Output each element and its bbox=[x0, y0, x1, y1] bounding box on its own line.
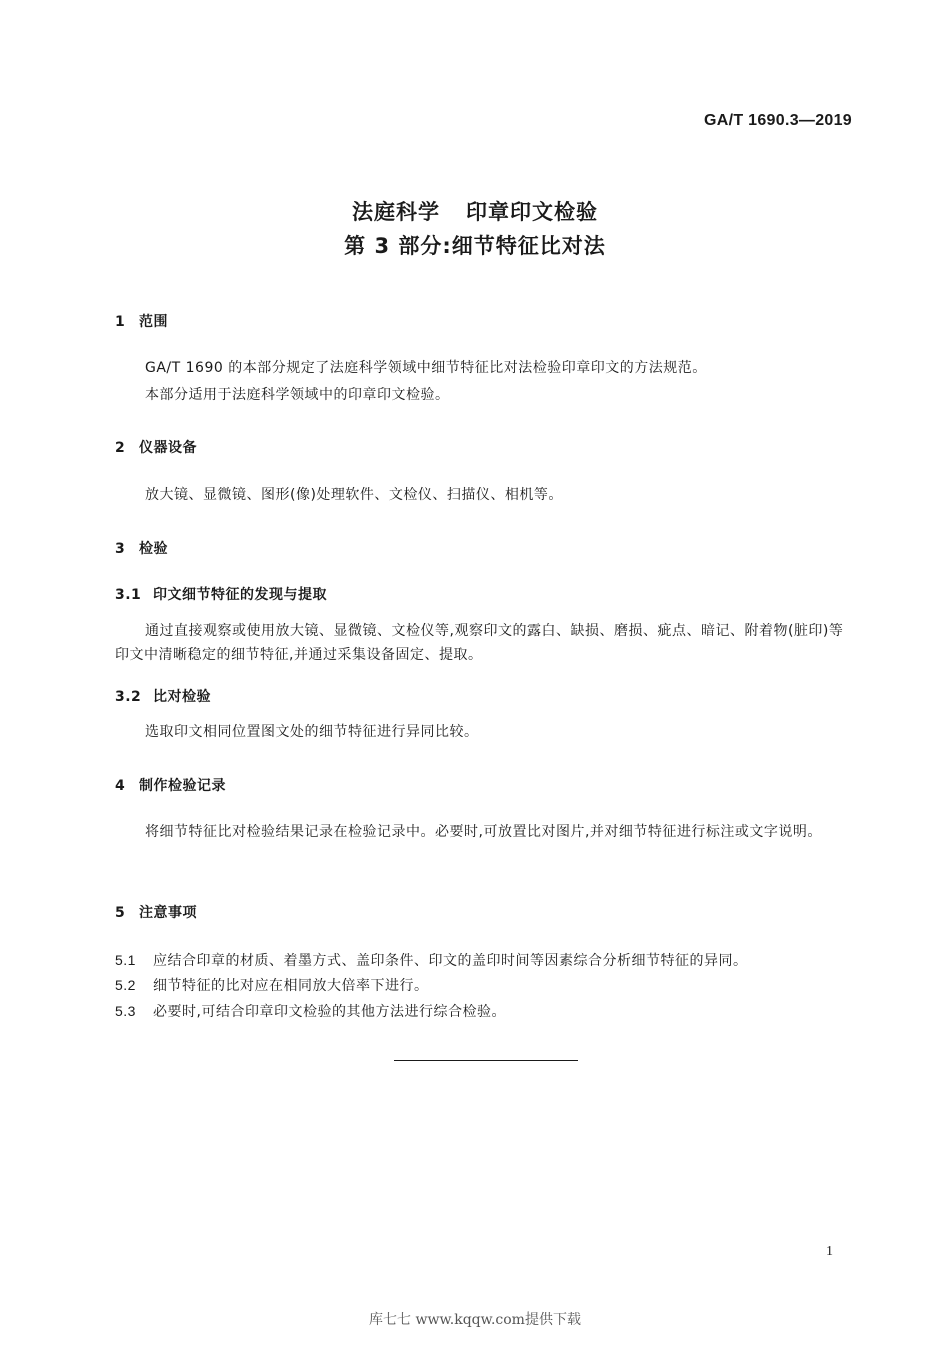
section-1-heading bbox=[115, 311, 168, 331]
section-2-heading bbox=[115, 437, 197, 457]
section-number: 5 bbox=[115, 905, 126, 921]
list-item-5-2 bbox=[115, 975, 429, 995]
section-2-paragraph: 放大镜、显微镜、图形(像)处理软件、文检仪、扫描仪、相机等。 bbox=[145, 487, 563, 503]
section-1-paragraph-2: 本部分适用于法庭科学领域中的印章印文检验。 bbox=[145, 387, 450, 403]
section-number: 4 bbox=[115, 778, 126, 794]
page-number: 1 bbox=[826, 1244, 833, 1259]
subsection-3-2-heading bbox=[115, 686, 211, 706]
list-item-5-1 bbox=[115, 950, 748, 970]
subsection-3-1-paragraph: 通过直接观察或使用放大镜、显微镜、文检仪等,观察印文的露白、缺损、磨损、疵点、暗记、附着物(脏印)等印文中清晰稳定的细节特征,并通过采集设备固定、提取。 bbox=[115, 623, 844, 663]
section-number: 1 bbox=[115, 314, 126, 330]
section-number: 2 bbox=[115, 440, 126, 456]
end-of-document-rule bbox=[394, 1060, 578, 1061]
subsection-title: 印文细节特征的发现与提取 bbox=[153, 587, 327, 603]
section-4-heading bbox=[115, 775, 226, 795]
section-1-paragraph-1: GA/T 1690 的本部分规定了法庭科学领域中细节特征比对法检验印章印文的方法规范。 bbox=[145, 360, 707, 376]
standard-code: GA/T 1690.3—2019 bbox=[704, 112, 852, 129]
subsection-title: 比对检验 bbox=[153, 689, 211, 705]
item-text: 细节特征的比对应在相同放大倍率下进行。 bbox=[153, 978, 429, 994]
document-title-line1 bbox=[0, 196, 950, 226]
item-number: 5.2 bbox=[115, 977, 136, 993]
section-4-paragraph: 将细节特征比对检验结果记录在检验记录中。必要时,可放置比对图片,并对细节特征进行标注或文字说明。 bbox=[145, 824, 822, 840]
section-title: 范围 bbox=[139, 314, 168, 330]
item-text: 必要时,可结合印章印文检验的其他方法进行综合检验。 bbox=[153, 1004, 506, 1020]
section-5-heading bbox=[115, 902, 197, 922]
subsection-3-2-paragraph: 选取印文相同位置图文处的细节特征进行异同比较。 bbox=[145, 724, 479, 740]
section-title: 制作检验记录 bbox=[139, 778, 226, 794]
document-title-line2: 第 3 部分:细节特征比对法 bbox=[344, 234, 606, 258]
item-number: 5.1 bbox=[115, 952, 136, 968]
title-part-left: 法庭科学 bbox=[352, 200, 440, 224]
section-title: 仪器设备 bbox=[139, 440, 197, 456]
section-number: 3 bbox=[115, 541, 126, 557]
download-footer: 库七七 www.kqqw.com提供下载 bbox=[369, 1312, 581, 1328]
title-part-right: 印章印文检验 bbox=[466, 200, 598, 224]
item-text: 应结合印章的材质、着墨方式、盖印条件、印文的盖印时间等因素综合分析细节特征的异同。 bbox=[153, 953, 748, 969]
subsection-3-1-heading bbox=[115, 584, 327, 604]
section-3-heading bbox=[115, 538, 168, 558]
subsection-number: 3.1 bbox=[115, 587, 142, 603]
section-title: 检验 bbox=[139, 541, 168, 557]
section-title: 注意事项 bbox=[139, 905, 197, 921]
item-number: 5.3 bbox=[115, 1003, 136, 1019]
subsection-number: 3.2 bbox=[115, 689, 142, 705]
list-item-5-3 bbox=[115, 1001, 506, 1021]
